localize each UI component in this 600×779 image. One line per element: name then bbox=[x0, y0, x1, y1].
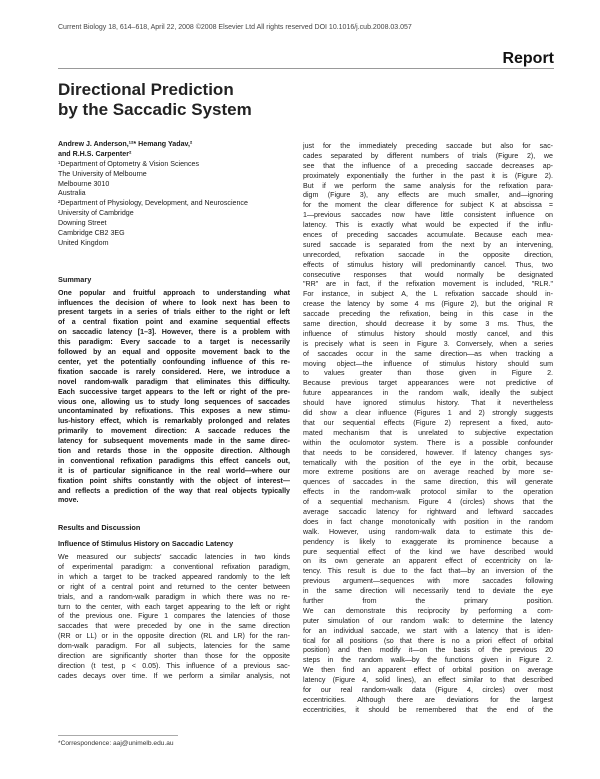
text-line: in the same direction will necessarily tend to deviate the eye bbox=[303, 587, 553, 596]
text-line: digm (Figure 3), any effects are much smaller, and—ignoring bbox=[303, 191, 553, 200]
title-line: by the Saccadic System bbox=[58, 100, 252, 119]
affiliation-line: Melbourne 3010 bbox=[58, 179, 110, 188]
text-line: crease the latency by some 4 ms (Figure 2), but the original R bbox=[303, 300, 553, 309]
text-line: 1—previous saccades now have little consistent influence on bbox=[303, 211, 553, 220]
correspondence-footnote: *Correspondence: aaj@unimelb.edu.au bbox=[58, 740, 174, 747]
text-line: For instance, in subject A, the L refixation saccade should in- bbox=[303, 290, 553, 299]
author-line: Andrew J. Anderson,¹²* Hemang Yadav,² bbox=[58, 140, 193, 148]
text-line: pendency is likely to exaggerate its prominence because a bbox=[303, 537, 553, 546]
text-line: walk. However, using random-walk data to estimate this de- bbox=[303, 527, 553, 536]
text-line: fixation point shifts constantly with the object of interest— bbox=[58, 476, 290, 485]
text-line: in which a target to be tracked appeared randomly to the left bbox=[58, 572, 290, 581]
text-line: Because previous target appearances were not predictive of bbox=[303, 379, 553, 388]
text-line: same direction, should decrease it by some 3 ms. Thus, the bbox=[303, 320, 553, 329]
text-line: center, yet the potentially confounding influence of this re- bbox=[58, 357, 290, 366]
text-line: (RR or LL) or in the opposite direction (RL and LR) for the ran- bbox=[58, 632, 290, 641]
text-line: steps in the random walk—by the functions given in Figure 2. bbox=[303, 656, 553, 665]
text-line: uncontaminated by refixations. This exposes a new stimu- bbox=[58, 407, 290, 416]
journal-citation: Current Biology 18, 614–618, April 22, 2008 ©2008 Elsevier Ltd All rights reserved DOI 10.1016/j.cub.2008.03.057 bbox=[58, 24, 412, 31]
text-line: latency (Figure 4, solid lines), an effect similar to that described bbox=[303, 676, 553, 685]
affiliation-line: Australia bbox=[58, 189, 86, 198]
text-line: position) and then modify it—on the basis of the previous 20 bbox=[303, 646, 553, 655]
affiliation-line: Cambridge CB2 3EG bbox=[58, 229, 125, 238]
article-title bbox=[58, 80, 358, 120]
left-column bbox=[58, 140, 290, 682]
text-line: turn to the center, with each target appearing to the left or right bbox=[58, 602, 290, 611]
text-line: of experimental paradigm: a conventional refixation paradigm, bbox=[58, 563, 290, 571]
text-line: sured saccade is separated from the next by an intervening, bbox=[303, 240, 553, 249]
text-line: in conventional refixation paradigms this effect cancels out, bbox=[58, 456, 290, 465]
text-line: effects of stimulus history will predominantly cancel. Thus, two bbox=[303, 260, 553, 269]
text-line: tical for all positions (so that there is no a priori effect of orbital bbox=[303, 636, 553, 645]
subsection-heading: Influence of Stimulus History on Saccadic Latency bbox=[58, 539, 234, 549]
text-line: that needs to be considered, however. If latency changes sys- bbox=[303, 448, 553, 457]
text-line: We can demonstrate this reciprocity by performing a com- bbox=[303, 606, 553, 615]
text-line: this paradigm: Every saccade to a target is necessarily bbox=[58, 338, 290, 347]
summary-heading: Summary bbox=[58, 274, 92, 284]
text-line: We measured our subjects' saccadic latencies in two kinds bbox=[58, 553, 290, 562]
text-line: within the oculomotor system. There is a possible confounder bbox=[303, 438, 553, 447]
text-line: influences the decision of where to look next has been to bbox=[58, 298, 290, 307]
text-line: ences of preceding saccades accumulate. Because each mea- bbox=[303, 231, 553, 240]
text-line: should have ignored stimulus history. That it nevertheless bbox=[303, 399, 553, 408]
text-line: tematically with the position of the eye in the orbit, because bbox=[303, 458, 553, 467]
text-line: of a central fixation point and examine sequential effects bbox=[58, 318, 290, 327]
text-line: of the previous one. Figure 1 compares the latencies of those bbox=[58, 612, 290, 621]
left-body-text bbox=[58, 553, 290, 682]
text-line: or right of a central point and returned to the center between bbox=[58, 582, 290, 591]
text-line: mated mechanism that is unrelated to subjective expectation bbox=[303, 428, 553, 437]
text-line: Each successive target appears to the left or right of the pre- bbox=[58, 387, 290, 396]
author-list bbox=[58, 140, 290, 160]
text-line: and reflects a prediction of the way that real objects typically bbox=[58, 486, 290, 495]
author-line: and R.H.S. Carpenter² bbox=[58, 149, 132, 158]
text-line: followed by an equal and opposite movement back to the bbox=[58, 348, 290, 357]
affiliation-line: University of Cambridge bbox=[58, 209, 134, 218]
text-line: present targets in a series of trials either to the right or left bbox=[58, 308, 290, 317]
text-line: vious one, allowing us to study long sequences of saccades bbox=[58, 397, 290, 406]
text-line: further from the primary position. bbox=[303, 596, 553, 605]
text-line: just for the immediately preceding saccade but also for sac- bbox=[303, 142, 553, 150]
text-line: eccentricities. Although there are deviations for the largest bbox=[303, 695, 553, 704]
text-line: for the moment the clear difference for subject K at abscissa = bbox=[303, 201, 553, 210]
footnote-rule bbox=[58, 735, 178, 736]
text-line: future appearances in the random walk, ideally the subject bbox=[303, 389, 553, 398]
text-line: is precisely what is seen in Figure 3. Conversely, when a series bbox=[303, 339, 553, 348]
text-line: unrecorded, refixation saccade in the opposite direction, bbox=[303, 250, 553, 259]
text-line: for our real random-walk data (Figure 4, circles) over most bbox=[303, 685, 553, 694]
text-line: influence of stimulus history should mostly cancel, and this bbox=[303, 329, 553, 338]
text-line: effects in the random-walk protocol similar to the operation bbox=[303, 488, 553, 497]
text-line: eccentricities, it should be remembered that the end of the bbox=[303, 705, 553, 714]
text-line: direction (t test, p < 0.05). This influence of a previous sac- bbox=[58, 661, 290, 670]
article-type-label: Report bbox=[502, 50, 554, 67]
text-line: average saccadic latency for rightward and leftward saccades bbox=[303, 507, 553, 516]
text-line: saccades that were preceded by one in the same direction bbox=[58, 622, 290, 631]
text-line: proximately exponentially the further in the past it is (Figure 2). bbox=[303, 171, 553, 180]
text-line: One popular and fruitful approach to understanding what bbox=[58, 288, 290, 297]
text-line: tion and retards those in the opposite direction. Although bbox=[58, 446, 290, 455]
right-column bbox=[303, 142, 553, 716]
text-line: consecutive responses that would normally be designated bbox=[303, 270, 553, 279]
text-line: of a sequential mechanism. Figure 4 (circles) shows that the bbox=[303, 498, 553, 507]
text-line: direction are significantly shorter than those for the opposite bbox=[58, 652, 290, 661]
text-line: move. bbox=[58, 496, 79, 505]
title-line: Directional Prediction bbox=[58, 80, 234, 99]
text-line: previous argument—sequences with more saccades following bbox=[303, 577, 553, 586]
text-line: see that the influence of a preceding saccade decreases ap- bbox=[303, 161, 553, 170]
text-line: did show a clear influence (Figures 1 and 2) strongly suggests bbox=[303, 409, 553, 418]
text-line: tency. This result is due to the fact that—by an inversion of the bbox=[303, 567, 553, 576]
affiliation-line: The University of Melbourne bbox=[58, 169, 147, 178]
header-rule bbox=[58, 68, 554, 69]
text-line: latency for subsequent movements made in the same direc- bbox=[58, 437, 290, 446]
text-line: it is of particular significance in the real world—where our bbox=[58, 466, 290, 475]
text-line: to values greater than those given in Figure 2. bbox=[303, 369, 553, 378]
text-line: lus-history effect, which is remarkably prolonged and relates bbox=[58, 417, 290, 426]
affiliation-line: ¹Department of Optometry & Vision Sciences bbox=[58, 159, 200, 168]
text-line: on saccadic latency [1–3]. However, there is a problem with bbox=[58, 328, 290, 337]
text-line: on its own generate an apparent effect of eccentricity on la- bbox=[303, 557, 553, 566]
text-line: pure sequential effect of the kind we have described would bbox=[303, 547, 553, 556]
text-line: But if we perform the same analysis for the refixation para- bbox=[303, 181, 553, 190]
text-line: cades separated by different numbers of trials (Figure 2), we bbox=[303, 151, 553, 160]
text-line: saccade preceding the refixation, being in this case in the bbox=[303, 310, 553, 319]
text-line: puter simulation of our random walk: to determine the latency bbox=[303, 616, 553, 625]
text-line: quences of saccades in the same direction, this will generate bbox=[303, 478, 553, 487]
text-line: moving object—the influence of stimulus history should sum bbox=[303, 359, 553, 368]
affiliations bbox=[58, 160, 290, 249]
summary-text bbox=[58, 289, 290, 507]
text-line: primarily to movement direction: A saccade reduces the bbox=[58, 427, 290, 436]
text-line: that our sequential effects (Figure 2) represent a fixed, auto- bbox=[303, 418, 553, 427]
text-line: dom-walk paradigm. For all subjects, latencies for the same bbox=[58, 642, 290, 651]
text-line: We then find an apparent effect of orbital position on average bbox=[303, 666, 553, 675]
text-line: more extreme positions are on average reached by more se- bbox=[303, 468, 553, 477]
text-line: cades decays over time. If we perform a similar analysis, not bbox=[58, 671, 290, 680]
text-line: of saccades occur in the same direction—as when tracking a bbox=[303, 349, 553, 358]
affiliation-line: Downing Street bbox=[58, 219, 107, 228]
results-heading: Results and Discussion bbox=[58, 523, 141, 533]
text-line: fixation saccade is rarely considered. Here, we introduce a bbox=[58, 367, 290, 376]
affiliation-line: United Kingdom bbox=[58, 238, 109, 247]
text-line: latency. This is exactly what would be expected if the influ- bbox=[303, 221, 553, 230]
text-line: "RR" are in fact, if the refixation movement is included, "RLR." bbox=[303, 280, 553, 289]
affiliation-line: ²Department of Physiology, Development, and Neuroscience bbox=[58, 199, 248, 208]
text-line: for an individual saccade, we start with a latency that is iden- bbox=[303, 626, 553, 635]
text-line: does in fact change monotonically with position in the random bbox=[303, 517, 553, 526]
text-line: trials, and a random-walk paradigm in which there was no re- bbox=[58, 592, 290, 601]
text-line: novel random-walk paradigm that eliminates this difficulty. bbox=[58, 377, 290, 386]
